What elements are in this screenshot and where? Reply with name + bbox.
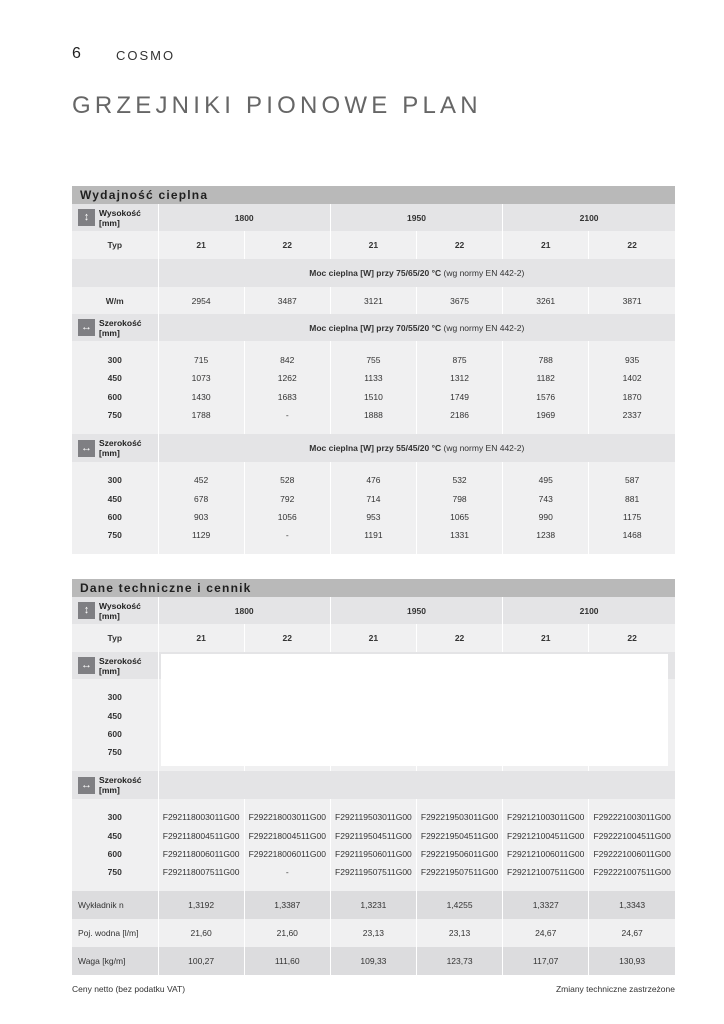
power-70-caption: Moc cieplna [W] przy 70/55/20 °C (wg normy EN 442-2) (158, 314, 675, 341)
width-header-cell: ↔ Szerokość [mm] (72, 434, 158, 462)
brand-name: COSMO (116, 48, 176, 63)
page-number: 6 (72, 45, 81, 62)
width-header-cell: ↔ Szerokość [mm] (72, 771, 158, 799)
height-header-cell: ↕ Wysokość [mm] (72, 597, 158, 624)
height-2100: 2100 (503, 204, 675, 231)
width-header-cell: ↔ Szerokość [mm] (72, 652, 158, 679)
vertical-arrows-icon: ↕ (78, 602, 95, 619)
horizontal-arrows-icon: ↔ (78, 319, 95, 336)
power-55-caption: Moc cieplna [W] przy 55/45/20 °C (wg normy EN 442-2) (158, 434, 675, 462)
heat-output-table (72, 204, 675, 554)
horizontal-arrows-icon: ↔ (78, 440, 95, 457)
exponent-row: Wykładnik n 1,3192 1,3387 1,3231 1,4255 1,3327 1,3343 (72, 891, 675, 919)
power-55-values: 300 450 600 750 452 678 903 1129 528 792 1056 - 476 714 953 1191 532 798 1065 1331 495 743 990 1238 587 881 1175 1468 (72, 462, 675, 554)
water-volume-row: Poj. wodna [l/m] 21,60 21,60 23,13 23,13 24,67 24,67 (72, 919, 675, 947)
footer-net-prices: Ceny netto (bez podatku VAT) (72, 984, 186, 994)
horizontal-arrows-icon: ↔ (78, 777, 95, 794)
vertical-arrows-icon: ↕ (78, 209, 95, 226)
blank-price-area (161, 654, 668, 766)
width-header-cell: ↔ Szerokość [mm] (72, 314, 158, 341)
height-header-cell: ↕ Wysokość [mm] (72, 204, 158, 231)
weight-row: Waga [kg/m] 100,27 111,60 109,33 123,73 117,07 130,93 (72, 947, 675, 975)
footer-changes-note: Zmiany techniczne zastrzeżone (555, 984, 675, 994)
page-title: GRZEJNIKI PIONOWE PLAN (72, 92, 482, 119)
wm-row: W/m 2954 3487 3121 3675 3261 3871 (72, 287, 675, 314)
blank-width-rows: 300 450 600 750 (72, 679, 675, 771)
tech-price-table: ↕ Wysokość [mm] 1800 1950 2100 Typ 21 22 21 22 21 22 ↔ Szerokość [mm] 300 450 600 750 ↔ Szerokość [mm] 300 450 600 750 F292118003011G00 F292118004511G00 F292118006011G00 F292118007511G00 F292218003011G00 F292218004511G00 F292218006011G00 - F292119503011G00 F292119504511G00 F292119506011G00 F292119507511G00 F292219503011G00 F292219504511G00 F292219506011G00 F292219507511G00 F292121003011G00 F292121004511G00 F292121006011G00 F292121007511G00 F292221003011G00 F292221004511G00 F292221006011G00 F292221007511G00 Wykładnik n 1,3192 1,3387 1,3231 1,4255 1,3327 1,3343 Poj. wodna [l/m] 21,60 21,60 23,13 23,13 24,67 24,67 Waga [kg/m] 100,27 111,60 109,33 123,73 117,07 130,93 (72, 597, 675, 975)
power-70-values: 300 450 600 750 715 1073 1430 1788 842 1262 1683 - 755 1133 1510 1888 875 1312 1749 2186 788 1182 1576 1969 935 1402 1870 2337 (72, 341, 675, 434)
height-1800: 1800 (158, 204, 330, 231)
heat-section-title: Wydajność cieplna (72, 186, 675, 204)
tech-section-title: Dane techniczne i cennik (72, 579, 675, 597)
product-codes: 300 450 600 750 F292118003011G00 F292118004511G00 F292118006011G00 F292118007511G00 F292218003011G00 F292218004511G00 F292218006011G00 - F292119503011G00 F292119504511G00 F292119506011G00 F292119507511G00 F292219503011G00 F292219504511G00 F292219506011G00 F292219507511G00 F292121003011G00 F292121004511G00 F292121006011G00 F292121007511G00 F292221003011G00 F292221004511G00 F292221006011G00 F292221007511G00 (72, 799, 675, 891)
horizontal-arrows-icon: ↔ (78, 657, 95, 674)
type-row: Typ 21 22 21 22 21 22 (72, 231, 675, 259)
height-1950: 1950 (330, 204, 502, 231)
power-75-caption: Moc cieplna [W] przy 75/65/20 °C (wg normy EN 442-2) (158, 259, 675, 287)
type-row: Typ 21 22 21 22 21 22 (72, 624, 675, 652)
